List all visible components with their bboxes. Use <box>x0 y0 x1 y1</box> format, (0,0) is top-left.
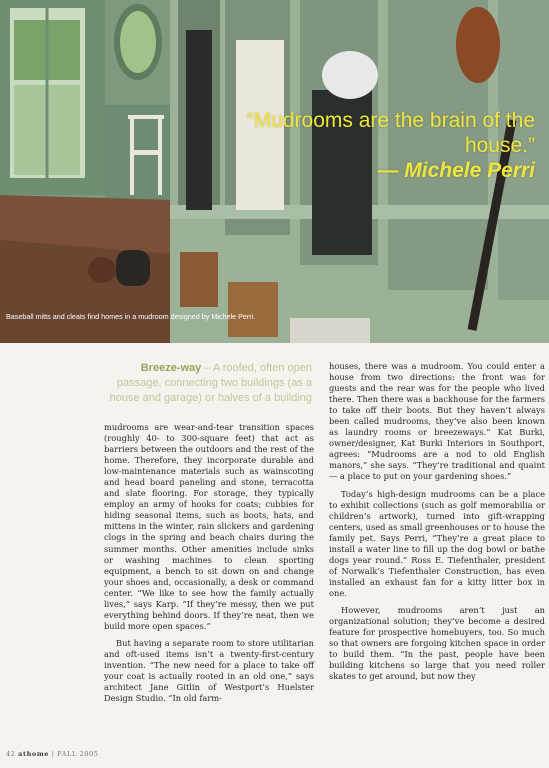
definition-text: – A roofed, often open passage, connecting two buildings (as a house and garage) or halves of a building <box>109 362 312 404</box>
article-column-right <box>329 361 545 682</box>
pull-quote-text: “Mudrooms are the brain of the house.” <box>246 109 535 157</box>
magazine-name: athome <box>18 750 50 758</box>
paragraph: mudrooms are wear-and-tear transition spaces (roughly 40- to 300-square feet) that act as barriers between the outdoors and the rest of the home. Therefore, they incorporate durable and low-maintenance materials such as wainscoting and head board paneling and stone, terracotta and slate flooring. For storage, they typically employ an army of hooks for coats; cubbies for hiding seasonal items, such as boots, hats, and mittens in the winter, rain slickers and gardening clogs in the spring and beach chairs during the summer months. Other amenities include sinks or washing machines to clean sporting equipment, a bench to sit down on and change your shoes and, occasionally, a desk or command center. “We like to see how the family actually lives,” says Karp. “If they’re messy, then we put everything behind doors. If they’re neat, then we build more open spaces.” <box>104 422 314 631</box>
article-column-left <box>104 422 314 704</box>
definition-term: Breeze-way <box>140 362 202 374</box>
page-footer: 42 athome | FALL 2005 <box>6 750 99 758</box>
paragraph: But having a separate room to store utilitarian and oft-used items isn’t a twenty-first-century invention. “The new need for a place to take off your coat is actually rooted in an old one,” says architect Jane Gitlin of Westport’s Huelster Design Studio. “In old farm- <box>104 637 314 704</box>
pull-quote-attribution: — Michele Perri <box>377 159 535 182</box>
photo-caption: Baseball mitts and cleats find homes in a mudroom designed by Michele Perri. <box>6 312 256 321</box>
paragraph: houses, there was a mudroom. You could enter a house from two directions: the front was for guests and the rear was for the people who lived there. Then there was a backhouse for the farmers to take off their boots. But they haven’t always been called mudrooms, they’ve also been known as laundry rooms or breezeways.” Kat Burki, owner/designer, Kat Burki Interiors in Southport, agrees: “Mudrooms are a nod to old English manors,” she says. “They’re traditional and quaint — a place to put on your gardening shoes.” <box>329 361 545 482</box>
paragraph: Today’s high-design mudrooms can be a place to exhibit collections (such as golf memorabilia or children’s artwork), turned into gift-wrapping centers, used as small greenhouses or to house the family pet. Says Perri, “They’re a great place to install a water line to fill up the dog bowl or bathe dogs year round.” Ross E. Tiefenthaler, president of Norwalk’s Tiefenthaler Construction, has even installed an exhaust fan for a kitty litter box in one. <box>329 488 545 598</box>
paragraph: However, mudrooms aren’t just an organizational solution; they’ve become a desired feature for prospective homebuyers, too. So much so that owners are forgoing kitchen space in order to build them. “In the past, people have been building kitchens so large that you need roller skates to get around, but now they <box>329 604 545 682</box>
issue-label: FALL 2005 <box>57 750 99 758</box>
pull-quote <box>235 108 535 183</box>
breezeway-definition <box>96 361 312 406</box>
page-number: 42 <box>6 750 16 758</box>
